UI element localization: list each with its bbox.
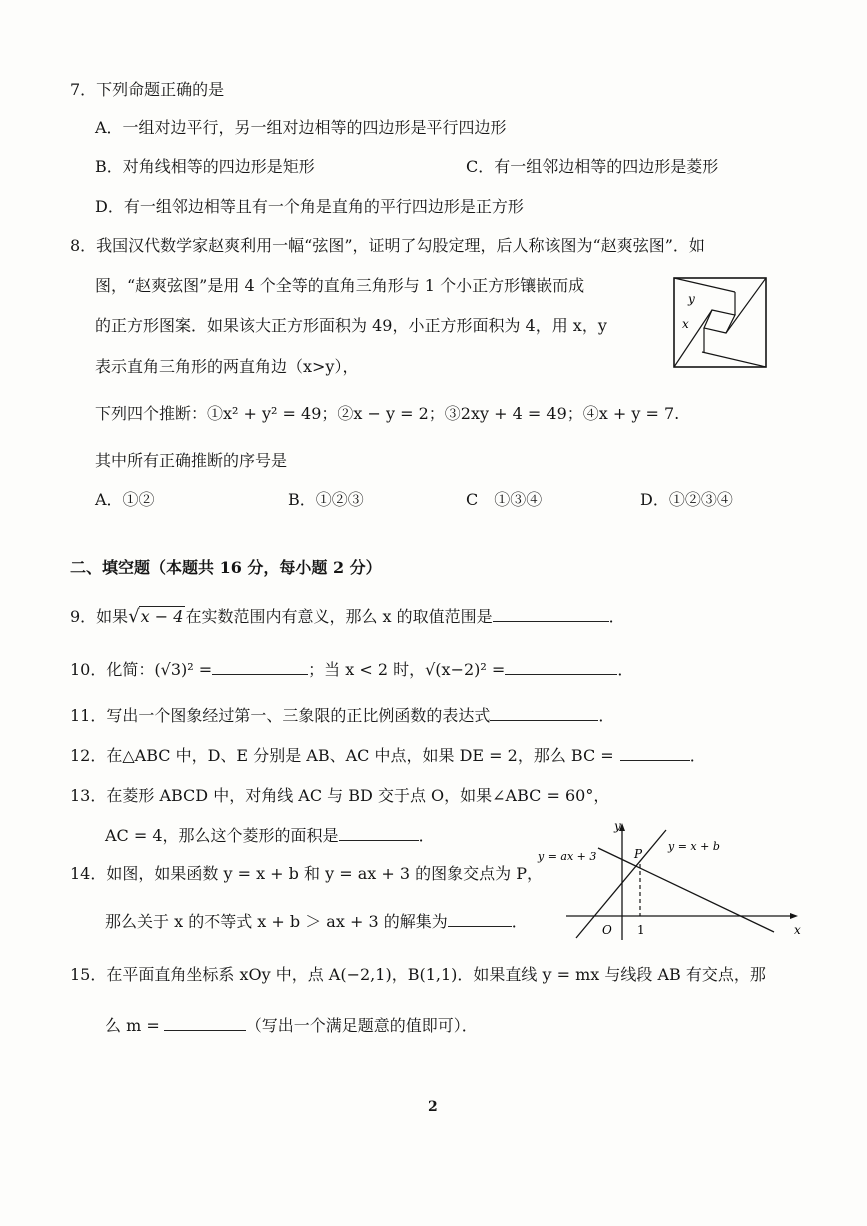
q7-option-b: B．对角线相等的四边形是矩形 [95,157,315,176]
zhao-shuang-figure [672,276,770,370]
q12-text: 12．在△ABC 中，D、E 分别是 AB、AC 中点，如果 DE = 2，那么 BC = [70,746,614,765]
q13-line2 [105,826,435,846]
fig14-p-label: P [634,847,643,861]
q8-option-d: D．①②③④ [640,490,733,509]
q11-line [70,706,614,726]
q10-end: ． [617,660,634,679]
q9-radicand: x − 4 [140,607,184,626]
q7-option-a: A．一组对边平行，另一组对边相等的四边形是平行四边形 [95,118,507,137]
q10-answer-blank-2[interactable] [505,660,617,675]
page-number: 2 [428,1099,438,1115]
q8-line6: 其中所有正确推断的序号是 [95,451,288,470]
q14-line1: 14．如图，如果函数 y = x + b 和 y = ax + 3 的图象交点为 P， [70,864,543,883]
q9-answer-blank[interactable] [493,607,609,622]
q13-line1: 13．在菱形 ABCD 中，对角线 AC 与 BD 交于点 O，如果∠ABC = 60°， [70,786,610,805]
q14-text: 那么关于 x 的不等式 x + b ＞ ax + 3 的解集为 [105,912,448,931]
fig14-y-label: y [614,819,621,833]
fig14-origin-label: O [602,923,612,937]
q15-line2 [105,1016,478,1036]
q10-answer-blank-1[interactable] [212,660,308,675]
fig14-one-label: 1 [637,923,645,937]
q8-option-a: A．①② [95,490,155,509]
q14-answer-blank[interactable] [448,912,512,927]
q12-end: ． [689,746,706,765]
fig8-x-label: x [682,317,689,331]
q15-line1: 15．在平面直角坐标系 xOy 中，点 A(−2,1)，B(1,1)．如果直线 y = mx 与线段 AB 有交点，那 [70,965,766,984]
q7-stem: 7．下列命题正确的是 [70,80,225,99]
q13-answer-blank[interactable] [339,826,419,841]
q9-line: 9．如果√x − 4 在实数范围内有意义，那么 x 的取值范围是 ． [70,606,625,627]
q12-answer-blank[interactable] [620,746,690,761]
fig14-x-label: x [794,923,801,937]
q8-option-b: B．①②③ [288,490,364,509]
q14-end: ． [511,912,528,931]
q11-text: 11．写出一个图象经过第一、三象限的正比例函数的表达式 [70,706,491,725]
q10-mid: ；当 x < 2 时， [308,660,426,679]
q14-line2 [105,912,528,932]
q11-end: ． [598,706,615,725]
q10-line [70,660,633,680]
fig14-line2-label: y = x + b [668,840,720,853]
q8-option-c: C ①③④ [466,490,543,509]
q7-option-c: C．有一组邻边相等的四边形是菱形 [466,157,719,176]
q15-text-b: （写出一个满足题意的值即可）． [245,1016,478,1035]
q10-expr2: √(x−2)² = [425,660,506,679]
q7-option-d: D．有一组邻边相等且有一个角是直角的平行四边形是正方形 [95,197,524,216]
q13-end: ． [418,826,435,845]
q13-text: AC = 4，那么这个菱形的面积是 [105,826,339,845]
q14-graph-figure [536,818,810,942]
q8-line1: 8．我国汉代数学家赵爽利用一幅“弦图”，证明了勾股定理，后人称该图为“赵爽弦图”．如 [70,236,705,255]
q9-end: ． [608,607,625,626]
q15-text: 么 m = [105,1016,160,1035]
q12-line [70,746,706,766]
section-heading: 二、填空题（本题共 16 分，每小题 2 分） [70,558,382,577]
q9-post: 在实数范围内有意义，那么 x 的取值范围是 [185,607,493,626]
q8-line4: 表示直角三角形的两直角边（x>y）， [95,357,359,376]
q9-pre: 9．如果 [70,607,129,626]
q10-expr1: (√3)² = [154,660,213,679]
q8-line2: 图，“赵爽弦图”是用 4 个全等的直角三角形与 1 个小正方形镶嵌而成 [95,276,585,295]
fig8-y-label: y [688,292,695,306]
fig14-line1-label: y = ax + 3 [538,850,597,863]
q11-answer-blank[interactable] [490,706,598,721]
q8-line5: 下列四个推断：①x² + y² = 49；②x − y = 2；③2xy + 4 = 49；④x + y = 7. [95,404,680,423]
q8-line3: 的正方形图案．如果该大正方形面积为 49，小正方形面积为 4，用 x，y [95,316,607,335]
q10-pre: 10．化简： [70,660,155,679]
q15-answer-blank[interactable] [164,1016,246,1031]
